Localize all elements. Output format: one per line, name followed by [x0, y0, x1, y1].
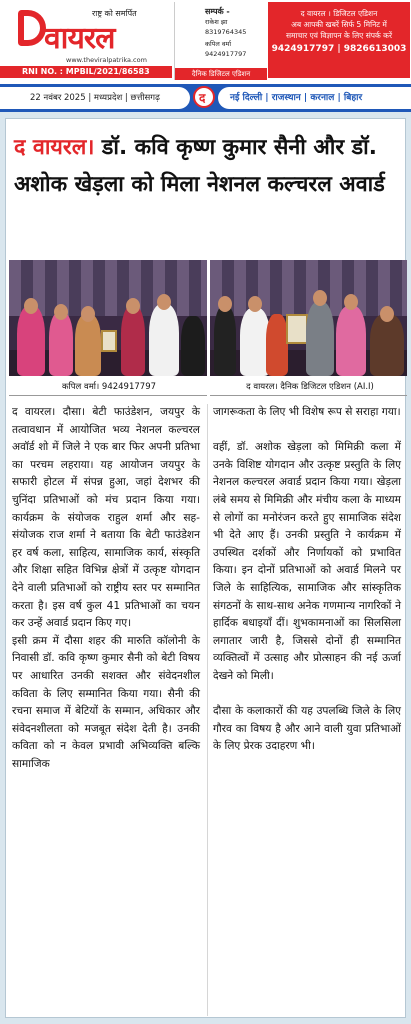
contact-line: 8319764345 — [205, 28, 247, 36]
date-bar — [0, 84, 411, 112]
city-list: नई दिल्ली | राजस्थान | करनाल | बिहार — [218, 87, 411, 109]
caption-divider — [210, 395, 407, 396]
paragraph: वहीं, डॉ. अशोक खेड़ला को मिमिक्री कला में उनके विशिष्ट योगदान और उत्कृष्ट प्रस्तुति के लिए नेशनल कल्चरल अवार्ड प्रदान किया गया। खेड़ला लंबे समय से मिमिक्री और मंचीय कला के माध्यम से लोगों का मनोरंजन करते हुए सामाजिक संदेश भी देते आए हैं। उनकी प्रस्तुति ने कार्यक्रम में उपस्थित दर्शकों और निर्णायकों को प्रभावित किया। इन दोनों प्रतिभाओं को अवार्ड मिलने पर जिले के साहित्यिक, सामाजिक और सांस्कृतिक संगठनों के साथ-साथ अनेक गणमान्य नागरिकों ने हार्दिक बधाइयाँ दीं। शुभकामनाओं का सिलसिला लगातार जारी है, जिससे दोनों ही सम्मानित व्यक्तित्वों में उत्साह और प्रोत्साहन की नई ऊर्जा देखने को मिली। — [213, 441, 401, 682]
contact-block — [174, 2, 266, 80]
photo-caption-right: द वायरल। दैनिक डिजिटल एडिशन (AI.I) — [246, 382, 374, 392]
promo-line: समाचार एवं विज्ञापन के लिए संपर्क करें — [285, 31, 393, 40]
masthead — [0, 0, 411, 84]
promo-line: द वायरल । डिजिटल एडिशन — [300, 9, 378, 18]
article-headline — [14, 129, 402, 203]
contact-heading: सम्पर्क - — [205, 7, 230, 16]
logo-tagline: राष्ट्र को समर्पित — [92, 9, 137, 18]
column-divider — [207, 404, 208, 1016]
promo-line: अब आपकी खबरें सिर्फ 5 मिनिट में — [291, 20, 387, 29]
edition-label: दैनिक डिजिटल एडिशन — [175, 68, 267, 80]
brand-badge-letter: द — [199, 91, 206, 105]
award-photo-right[interactable] — [210, 260, 407, 376]
paragraph: जागरूकता के लिए भी विशेष रूप से सराहा गया। — [213, 406, 401, 418]
newspaper-logo[interactable] — [4, 2, 172, 68]
contact-line: कपिल वर्मा — [205, 40, 232, 48]
website-url: www.theviralpatrika.com — [66, 56, 147, 64]
article-card — [5, 118, 406, 1018]
brand-badge-icon — [193, 86, 215, 108]
headline-text: डॉ. कवि कृष्ण कुमार सैनी और डॉ. अशोक खेड़ला को मिला नेशनल कल्चरल अवार्ड — [14, 135, 385, 197]
award-plaque-icon — [101, 330, 117, 352]
article-column-left — [12, 404, 200, 773]
contact-line: राकेश झा — [205, 18, 228, 26]
paragraph: दौसा के कलाकारों की यह उपलब्धि जिले के लिए गौरव का विषय है और आने वाली युवा प्रतिभाओं के लिए प्रेरक उदाहरण भी। — [213, 705, 401, 753]
paragraph: द वायरल। दौसा। बेटी फाउंडेशन, जयपुर के तत्वावधान में आयोजित भव्य नेशनल कल्चरल अवॉर्ड शो में जिले ने एक बार फिर अपनी प्रतिभा का परचम लहराया। यह आयोजन जयपुर के सफारी होटल में संपन्न हुआ, जहां देशभर की चुनिंदा प्रतिभाओं को मंच प्रदान किया गया। कार्यक्रम के संयोजक राहुल शर्मा और सह-संयोजक राज शर्मा ने बताया कि बेटी फाउंडेशन हर वर्ष कला, साहित्य, सामाजिक कार्य, संस्कृति और शिक्षा सहित विभिन्न क्षेत्रों में उत्कृष्ट योगदान देने वाली प्रतिभाओं को राष्ट्रीय स्तर पर सम्मानित करता है। इस वर्ष कुल 41 प्रतिभाओं का चयन कर उन्हें अवार्ड प्रदान किए गए। — [12, 406, 200, 630]
caption-divider — [9, 395, 207, 396]
headline-brand: द वायरल। — [14, 135, 95, 160]
paragraph: इसी क्रम में दौसा शहर की मारुति कॉलोनी के निवासी डॉ. कवि कृष्ण कुमार सैनी को बेटी विषय पर आधारित उनकी सशक्त और संवेदनशील कविता के लिए सम्मानित किया गया। सैनी की रचना समाज में बेटियों के सम्मान, अधिकार और संवेदनशीलता को मजबूत संदेश देती है। उनकी कविता को न केवल प्रभावी अभिव्यक्ति बल्कि सामाजिक — [12, 634, 200, 770]
logo-d-mark-icon — [18, 10, 46, 46]
award-plaque-icon — [286, 314, 308, 344]
date-location: 22 नवंबर 2025 | मध्यप्रदेश | छत्तीसगढ़ — [0, 87, 190, 109]
logo-brand-name: वायरल — [44, 21, 115, 56]
contact-line: 9424917797 — [205, 50, 247, 58]
promo-box — [268, 2, 410, 78]
award-photo-left[interactable] — [9, 260, 207, 376]
article-column-right — [213, 404, 401, 756]
rni-number: RNI NO. : MPBIL/2021/86583 — [0, 66, 172, 78]
photo-caption-left: कपिल वर्मा। 9424917797 — [61, 382, 157, 392]
promo-phone[interactable]: 9424917797 | 9826613003 — [271, 44, 407, 54]
